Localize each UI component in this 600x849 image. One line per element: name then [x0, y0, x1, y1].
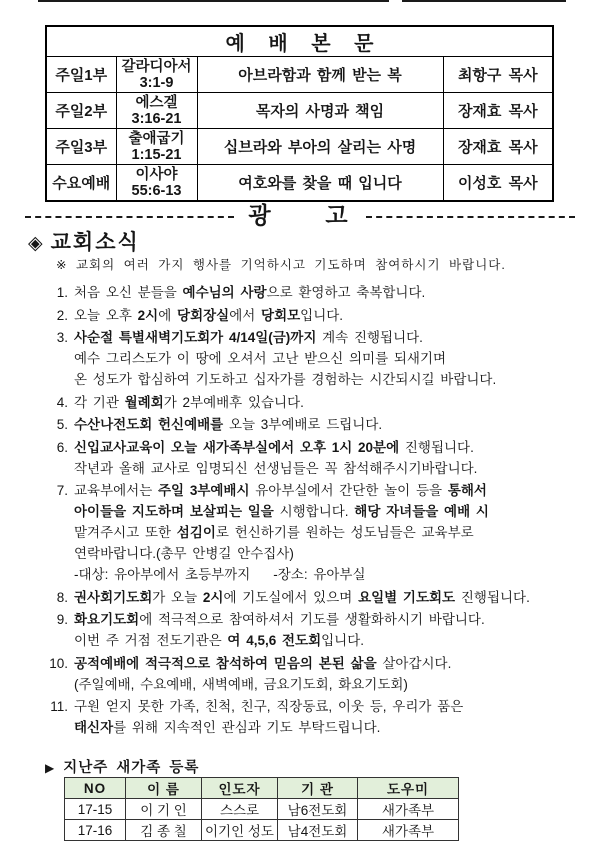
announcement-line — [74, 696, 579, 717]
plain-text: 입니다. — [300, 307, 344, 323]
announcement-number: 6. — [56, 439, 68, 455]
announcement-number: 1. — [56, 285, 68, 300]
worship-table-body — [46, 57, 553, 202]
sermon-title-cell: 여호와를 찾을 때 입니다 — [197, 165, 443, 202]
plain-text: 처음 오신 분들을 — [74, 285, 183, 300]
bold-text: 공적예배에 적극적으로 참석하여 믿음의 본된 삶을 — [74, 655, 377, 671]
scripture-verses: 3:16-21 — [131, 110, 182, 127]
new-family-header-cell: NO — [65, 778, 126, 799]
announcement-number: 10. — [49, 655, 68, 671]
new-family-cell: 새가족부 — [358, 820, 459, 841]
announcement-lines — [74, 327, 579, 390]
announcement-line — [74, 564, 579, 585]
new-family-header-cell: 인도자 — [202, 778, 278, 799]
plain-text: 각 기관 — [74, 394, 125, 410]
plain-text: 가 2부예배후 있습니다. — [163, 394, 304, 410]
service-cell: 수요예배 — [46, 165, 116, 202]
announcement-lines — [74, 480, 579, 585]
announcement-lines — [74, 609, 579, 651]
scripture-cell — [116, 165, 197, 202]
announcement-line — [74, 437, 579, 458]
bold-text: 당회모 — [261, 307, 301, 323]
diamond-icon: ◈ — [28, 233, 45, 254]
new-family-table-head — [65, 778, 459, 799]
plain-text: 유아부실에서 간단한 놀이 등을 — [249, 483, 448, 498]
triangle-icon: ▶ — [45, 761, 56, 775]
plain-text: 온 성도가 합심하여 기도하고 십자가를 경험하는 시간되시길 바랍니다. — [74, 372, 497, 387]
new-family-cell: 김 종 칠 — [126, 820, 202, 841]
announcement-number: 9. — [56, 612, 68, 627]
announcement-item — [44, 282, 579, 303]
announcement-item — [44, 587, 579, 608]
announcements-divider — [25, 200, 575, 226]
service-cell: 주일1부 — [46, 57, 116, 93]
announcement-lines — [74, 392, 579, 413]
new-family-cell: 스스로 — [202, 799, 278, 820]
bold-text: 태신자 — [74, 720, 114, 735]
plain-text: 오늘 오후 — [74, 307, 138, 323]
announcement-line — [74, 480, 579, 501]
plain-text: 에 기도실에서 있으며 — [223, 589, 359, 605]
bold-text: 권사회기도회 — [74, 589, 153, 605]
new-family-table-body — [65, 799, 459, 841]
divider-dash-right — [366, 216, 575, 218]
announcement-number: 5. — [56, 417, 68, 432]
bold-text: 통해서 — [447, 483, 487, 498]
worship-row — [46, 129, 553, 165]
new-family-row — [65, 820, 459, 841]
top-crop-line-right — [402, 0, 566, 2]
plain-text: 진행됩니다. — [455, 589, 530, 605]
plain-text: 구원 얻지 못한 가족, 친척, 친구, 직장동료, 이웃 등, 우리가 품은 — [74, 699, 464, 714]
scripture-book: 에스겔 — [135, 94, 178, 111]
sermon-title-cell: 십브라와 부아의 살리는 사명 — [197, 129, 443, 165]
preacher-cell: 최항구 목사 — [443, 57, 553, 93]
plain-text: -대상: 유아부에서 초등부까지 -장소: 유아부실 — [74, 567, 366, 582]
plain-text: 교육부에서는 — [74, 483, 158, 498]
plain-text: 작년과 올해 교사로 임명되신 선생님들은 꼭 참석해주시기바랍니다. — [74, 460, 478, 476]
preacher-cell: 장재효 목사 — [443, 93, 553, 129]
preacher-cell: 이성호 목사 — [443, 165, 553, 202]
scripture-verses: 55:6-13 — [131, 182, 182, 199]
worship-row — [46, 57, 553, 93]
announcement-lines — [74, 414, 579, 435]
worship-table-title-row — [46, 26, 553, 57]
scripture-book: 이사야 — [135, 166, 178, 183]
plain-text: 가 오늘 — [152, 589, 203, 605]
church-news-title: 교회소식 — [50, 231, 140, 254]
announcement-lines — [74, 282, 579, 303]
announcement-line — [74, 522, 579, 543]
plain-text: 오늘 3부예배로 드립니다. — [223, 417, 383, 432]
new-family-title: 지난주 새가족 등록 — [63, 760, 200, 776]
announcement-list — [44, 282, 579, 740]
bold-text: 아이들을 지도하며 보살피는 일을 — [74, 504, 274, 519]
plain-text: 에 적극적으로 참여하셔서 기도를 생활화하시기 바랍니다. — [139, 612, 485, 627]
bold-text: 사순절 특별새벽기도회가 4/14일(금)까지 — [74, 330, 317, 345]
bold-text: 당회장실 — [177, 307, 230, 323]
announcement-number: 7. — [56, 483, 68, 498]
announcement-line — [74, 630, 579, 651]
announcement-line — [74, 392, 579, 413]
plain-text: 맡겨주시고 또한 — [74, 525, 177, 540]
bold-text: 요일별 기도회도 — [358, 589, 456, 605]
announcement-number: 2. — [56, 307, 68, 323]
announcement-item — [44, 653, 579, 695]
plain-text: 입니다. — [321, 633, 364, 648]
new-family-table — [64, 777, 459, 841]
announcement-item — [44, 414, 579, 435]
scripture-cell — [116, 57, 197, 93]
scripture-book: 출애굽기 — [128, 130, 185, 147]
new-family-header-row — [65, 778, 459, 799]
announcement-item — [44, 305, 579, 326]
scripture-cell — [116, 93, 197, 129]
plain-text: 에 — [158, 307, 178, 323]
plain-text: 로 헌신하기를 원하는 성도님들은 교육부로 — [215, 525, 474, 540]
service-cell: 주일3부 — [46, 129, 116, 165]
new-family-cell: 남6전도회 — [278, 799, 358, 820]
announcement-item — [44, 609, 579, 651]
worship-row — [46, 93, 553, 129]
announcement-line — [74, 305, 579, 326]
new-family-row — [65, 799, 459, 820]
new-family-cell: 남4전도회 — [278, 820, 358, 841]
announcement-line — [74, 458, 579, 479]
plain-text: 연락바랍니다.(총무 안병길 안수집사) — [74, 546, 294, 561]
announcement-lines — [74, 653, 579, 695]
announcement-line — [74, 609, 579, 630]
announcement-number: 8. — [56, 589, 68, 605]
announcement-lines — [74, 437, 579, 479]
announcement-line — [74, 543, 579, 564]
bold-text: 화요기도회 — [74, 612, 140, 627]
preacher-cell: 장재효 목사 — [443, 129, 553, 165]
divider-title: 광 고 — [248, 201, 362, 228]
announcement-number: 11. — [50, 699, 68, 714]
new-family-cell: 17-16 — [65, 820, 126, 841]
announcement-line — [74, 282, 579, 303]
new-family-cell: 이기인 성도 — [202, 820, 278, 841]
new-family-cell: 17-15 — [65, 799, 126, 820]
bold-text: 예수님의 사랑 — [182, 285, 267, 300]
scripture-verses: 1:15-21 — [131, 146, 182, 163]
announcement-line — [74, 717, 579, 738]
plain-text: 이번 주 거점 전도기관은 — [74, 633, 228, 648]
announcement-line — [74, 369, 579, 390]
divider-dash-left — [25, 216, 234, 218]
bold-text: 주일 3부예배시 — [158, 483, 250, 498]
announcement-item — [44, 480, 579, 585]
announcement-line — [74, 674, 579, 695]
sermon-title-cell: 목자의 사명과 책임 — [197, 93, 443, 129]
announcement-lines — [74, 587, 579, 608]
announcement-item — [44, 696, 579, 738]
plain-text: 살아갑시다. — [376, 655, 452, 671]
new-family-header-cell: 도우미 — [358, 778, 459, 799]
plain-text: 진행됩니다. — [399, 439, 474, 455]
announcement-number: 4. — [56, 394, 68, 410]
sermon-title-cell: 아브라함과 함께 받는 복 — [197, 57, 443, 93]
plain-text: 계속 진행됩니다. — [316, 330, 423, 345]
plain-text: 으로 환영하고 축복합니다. — [266, 285, 426, 300]
bold-text: 2시 — [137, 307, 159, 323]
announcement-line — [74, 587, 579, 608]
scripture-cell — [116, 129, 197, 165]
plain-text: 시행합니다. — [273, 504, 355, 519]
announcement-line — [74, 327, 579, 348]
bold-text: 여 4,5,6 전도회 — [227, 633, 322, 648]
announcement-item — [44, 327, 579, 390]
worship-scripture-table — [45, 25, 554, 202]
announcement-lines — [74, 696, 579, 738]
new-family-heading — [45, 756, 199, 777]
announcement-line — [74, 501, 579, 522]
church-news-heading — [28, 226, 140, 256]
service-cell: 주일2부 — [46, 93, 116, 129]
plain-text: 를 위해 지속적인 관심과 기도 부탁드립니다. — [113, 720, 381, 735]
bold-text: 섬김이 — [176, 525, 216, 540]
scripture-book: 갈라디아서 — [121, 58, 192, 75]
announcement-item — [44, 437, 579, 479]
announcement-lines — [74, 305, 579, 326]
new-family-cell: 이 기 인 — [126, 799, 202, 820]
new-family-header-cell: 이 름 — [126, 778, 202, 799]
announcement-line — [74, 414, 579, 435]
announcement-item — [44, 392, 579, 413]
bold-text: 신입교사교육이 오늘 새가족부실에서 오후 1시 20분에 — [74, 439, 400, 455]
new-family-header-cell: 기 관 — [278, 778, 358, 799]
scripture-verses: 3:1-9 — [139, 74, 174, 91]
new-family-cell: 새가족부 — [358, 799, 459, 820]
bold-text: 수산나전도회 헌신예배를 — [74, 417, 224, 432]
plain-text: 에서 — [229, 307, 262, 323]
bold-text: 월례회 — [124, 394, 164, 410]
announcement-line — [74, 653, 579, 674]
bold-text: 2시 — [202, 589, 224, 605]
church-news-note: ※ 교회의 여러 가지 행사를 기억하시고 기도하며 참여하시기 바랍니다. — [56, 258, 506, 272]
plain-text: (주일예배, 수요예배, 새벽예배, 금요기도회, 화요기도회) — [74, 676, 408, 692]
announcement-number: 3. — [56, 330, 68, 345]
bold-text: 해당 자녀들을 예배 시 — [354, 504, 489, 519]
announcement-line — [74, 348, 579, 369]
worship-table-title: 예 배 본 문 — [46, 26, 553, 57]
top-crop-line-left — [38, 0, 389, 2]
plain-text: 예수 그리스도가 이 땅에 오셔서 고난 받으신 의미를 되새기며 — [74, 351, 447, 366]
